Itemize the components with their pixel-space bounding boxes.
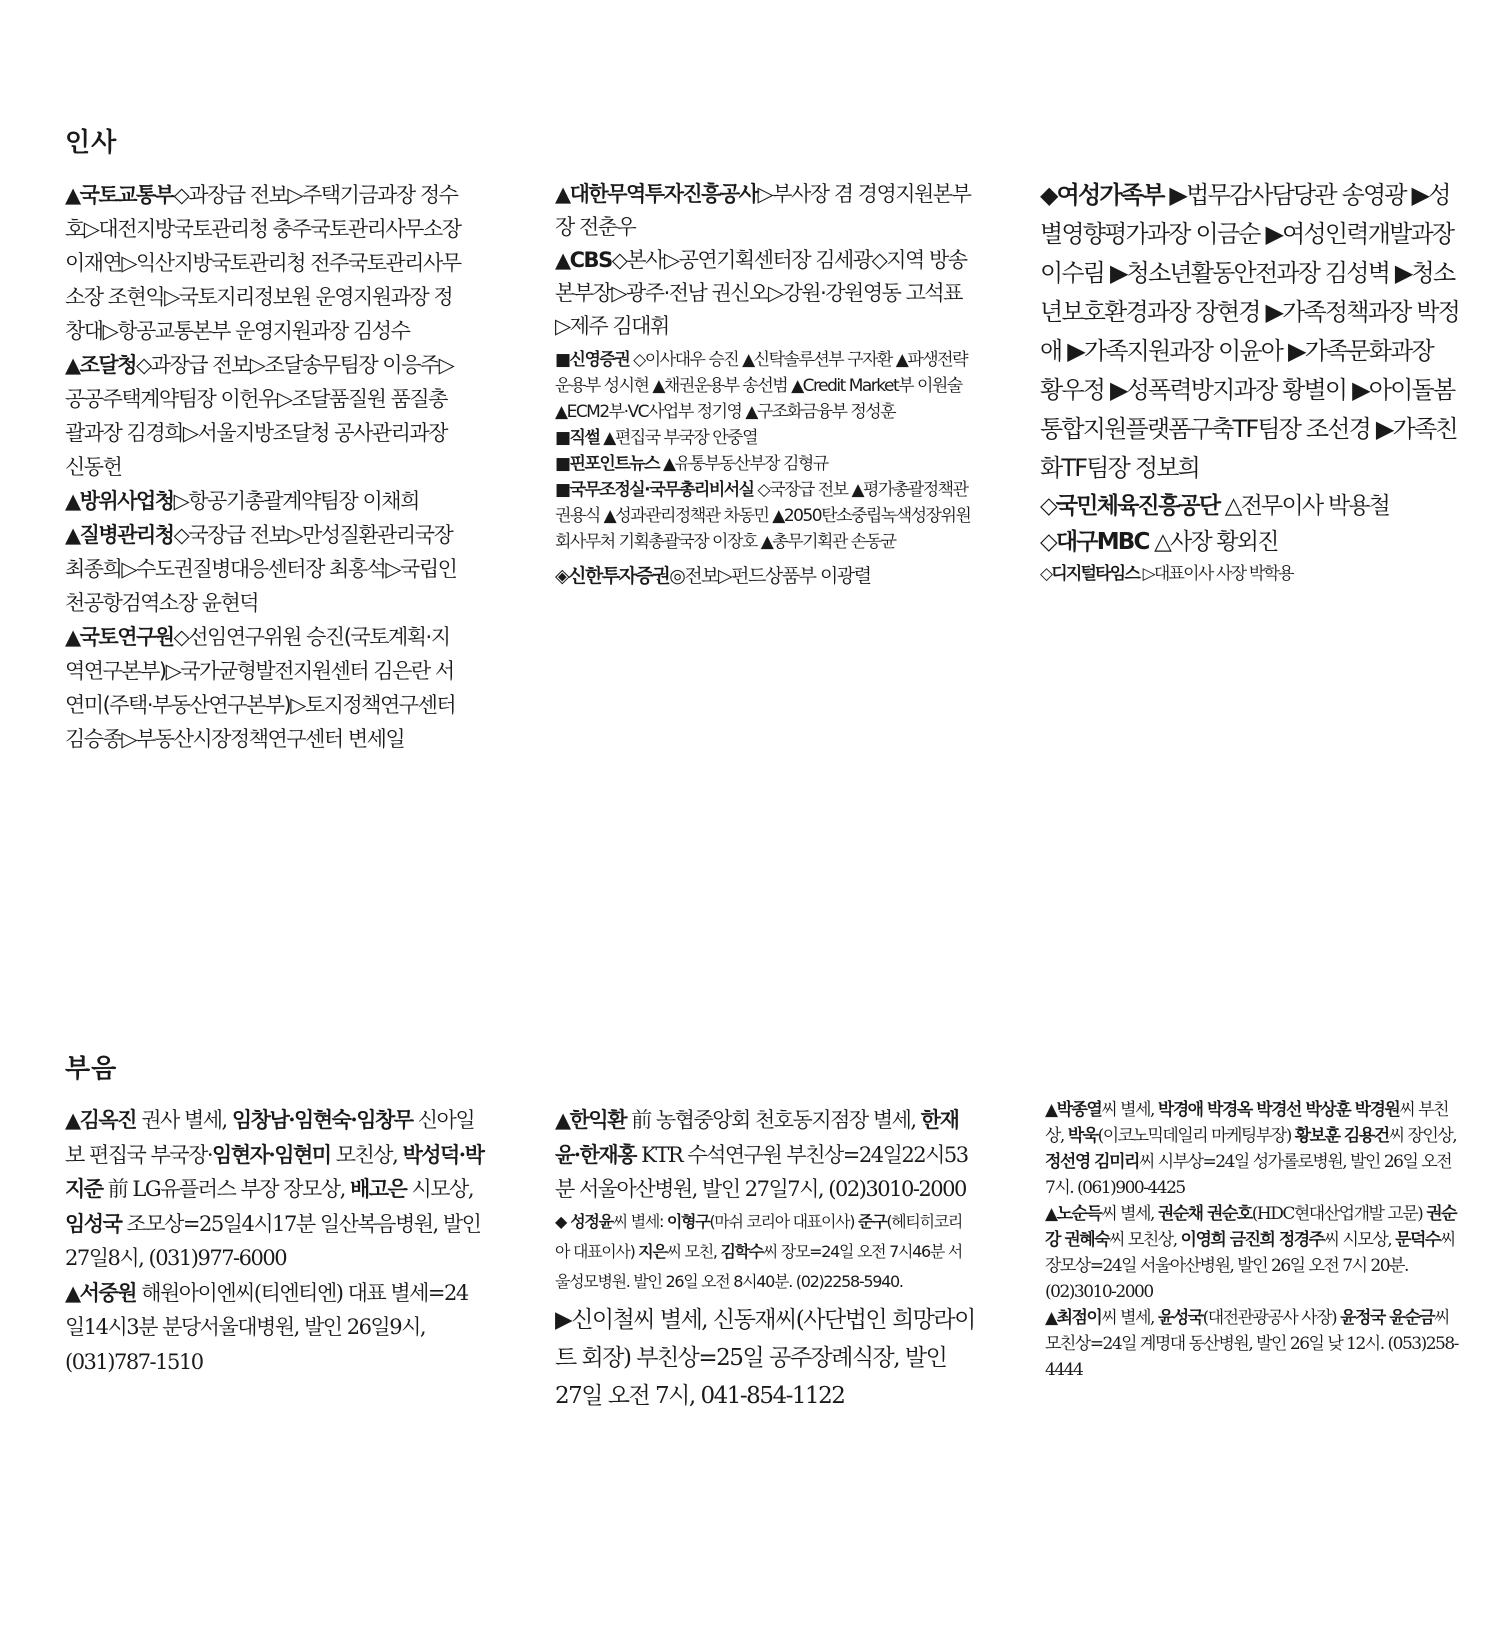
entry-text: 씨 별세:	[612, 1211, 667, 1231]
entry-text: 씨 별세,	[1101, 1204, 1158, 1224]
personnel-entry: ▲조달청◇과장급 전보▷조달송무팀장 이응주▷공공주택계약팀장 이헌우▷조달품질원 품질총괄과장 김경희▷서울지방조달청 공사관리과장 신동헌	[65, 353, 454, 479]
name-bold: ▲김옥진	[65, 1107, 137, 1132]
name-bold: 박성덕·박지준	[65, 1141, 484, 1201]
obituary-entry	[1045, 1097, 1460, 1201]
name-bold: 임성국	[65, 1210, 122, 1236]
name-bold: ▲한익환	[555, 1107, 627, 1132]
name-bold: 정선영 김미리	[1045, 1152, 1139, 1172]
personnel-entry: ◇대구MBC △사장 황외진	[1040, 529, 1278, 555]
entry-text: 씨 별세,	[1101, 1100, 1158, 1120]
entry-text: 前 LG유플러스 부장 장모상,	[102, 1177, 350, 1201]
obituary-column-1	[65, 1103, 485, 1379]
name-bold: 배고은	[349, 1176, 407, 1201]
personnel-entry: ▲질병관리청◇국장급 전보▷만성질환관리국장 최종희▷수도권질병대응센터장 최홍석▷국립인천공항검역소장 윤현덕	[65, 523, 457, 615]
entry-text: (HDC현대산업개발 고문)	[1251, 1204, 1427, 1224]
entry-text: 신아일보 편집국 부국장·	[65, 1108, 475, 1167]
entry-text: 권사 별세,	[136, 1108, 232, 1132]
name-bold: 이영희 금진희 정경주	[1180, 1230, 1324, 1250]
name-bold: 박경애 박경옥 박경선 박상훈 박경원	[1157, 1100, 1400, 1120]
personnel-entry: ■핀포인트뉴스 ▲유통부동산부장 김형규	[555, 454, 828, 474]
name-bold: 권순강 권혜숙	[1045, 1204, 1457, 1250]
personnel-entry: ◆여성가족부 ▶법무감사담당관 송영광 ▶성별영향평가과장 이금순 ▶여성인력개발과장 이수림 ▶청소년활동안전과장 김성벽 ▶청소년보호환경과장 장현경 ▶가족정책과장 박정애 ▶가족지원과장 이윤아 ▶가족문화과장 황우정 ▶성폭력방지과장 황별이 ▶아이돌봄통합지원플랫폼구축TF팀장 조선경 ▶가족친화TF팀장 정보희	[1040, 181, 1460, 482]
entry-text: ▶신이철씨 별세, 신동재씨(사단법인 희망라이트 회장) 부친상=25일 공주장례식장, 발인 27일 오전 7시, 041-854-1122	[555, 1306, 975, 1409]
entry-text: (이코노믹데일리 마케팅부장)	[1097, 1126, 1295, 1146]
name-bold: 임창남·임현숙·임창무	[231, 1107, 413, 1132]
personnel-column-3	[1040, 176, 1460, 588]
personnel-entry: ▲CBS◇본사▷공연기획센터장 김세광◇지역 방송본부장▷광주·전남 권신오▷강원·강원영동 고석표▷제주 김대휘	[555, 248, 967, 338]
name-bold: 윤성국	[1157, 1308, 1203, 1328]
name-bold: 한재윤·한재홍	[555, 1107, 959, 1167]
obituary-section-title: 부음	[65, 1054, 118, 1084]
personnel-entry: ▲국토연구원◇선임연구위원 승진(국토계획·지역연구본부)▷국가균형발전지원센터 김은란 서연미(주택·부동산연구본부)▷토지정책연구센터 김승종▷부동산시장정책연구센터 변세일	[65, 625, 456, 751]
entry-text: 시모상,	[406, 1177, 474, 1201]
name-bold: ◆ 성정윤	[555, 1211, 613, 1231]
name-bold: ▲노순득	[1045, 1204, 1102, 1224]
entry-text: KTR 수석연구원 부친상=24일22시53분 서울아산병원, 발인 27일7시, (02)3010-2000	[555, 1142, 968, 1201]
personnel-entry: ■신영증권 ◇이사대우 승진 ▲신탁솔루션부 구자환 ▲파생전략운용부 성시현 ▲채권운용부 송선범 ▲Credit Market부 이원술 ▲ECM2부·VC사업부 정기영 ▲구조화금융부 정성훈	[555, 350, 968, 422]
personnel-entry: ◇디지털타임스 ▷대표이사 사장 박학용	[1040, 564, 1293, 584]
obituary-column-2	[555, 1103, 975, 1415]
personnel-entry: ■직썰 ▲편집국 부국장 안중열	[555, 428, 757, 448]
entry-text: (마쉬 코리아 대표이사)	[709, 1211, 859, 1231]
obituary-entry	[555, 1103, 975, 1207]
entry-text: 前 농협중앙회 천호동지점장 별세,	[626, 1108, 921, 1132]
personnel-entry: ▲대한무역투자진흥공사▷부사장 겸 경영지원본부장 전춘우	[555, 182, 971, 239]
name-bold: 임현자·임현미	[212, 1141, 331, 1167]
entry-text: 씨 장모=24일 오전 7시46분 서울성모병원. 발인 26일 오전 8시40분. (02)2258-5940.	[555, 1241, 962, 1291]
obituary-entry	[65, 1103, 485, 1276]
entry-text: 씨 모친,	[666, 1241, 721, 1261]
personnel-entry: ◈신한투자증권◎전보▷펀드상품부 이광렬	[555, 565, 871, 587]
name-bold: ▲최점이	[1045, 1308, 1102, 1328]
entry-text: 모친상,	[330, 1142, 403, 1167]
personnel-entry: ◇국민체육진흥공단 △전무이사 박용철	[1040, 493, 1390, 519]
entry-text: (헤티히코리아 대표이사)	[555, 1211, 963, 1261]
obituary-entry	[555, 1301, 975, 1415]
entry-text: 씨 부친상,	[1045, 1100, 1449, 1146]
personnel-section-title: 인사	[65, 128, 118, 158]
name-bold: 문덕수	[1395, 1230, 1440, 1250]
name-bold: 이형구	[666, 1211, 710, 1231]
name-bold: 준구	[858, 1211, 887, 1231]
obituary-entry	[65, 1276, 485, 1380]
obituary-entry	[555, 1207, 975, 1297]
entry-text: (대전관광공사 사장)	[1202, 1308, 1341, 1328]
personnel-entry: ■국무조정실·국무총리비서실 ◇국장급 전보 ▲평가총괄정책관 권용식 ▲성과관리정책관 차동민 ▲2050탄소중립녹색성장위원회사무처 기획총괄국장 이장호 ▲총무기획관 손동균	[555, 480, 971, 552]
name-bold: 황보훈 김용건	[1294, 1126, 1389, 1146]
entry-text: 씨 장모상=24일 서울아산병원, 발인 26일 오전 7시 20분. (02)3010-2000	[1045, 1230, 1455, 1302]
entry-text: 씨 시부상=24일 성가롤로병원, 발인 26일 오전 7시. (061)900-4425	[1045, 1152, 1452, 1198]
entry-text: 씨 모친상,	[1109, 1230, 1181, 1250]
name-bold: ▲박종열	[1045, 1100, 1102, 1120]
name-bold: 권순채 권순호	[1157, 1204, 1252, 1224]
personnel-column-1	[65, 178, 465, 756]
entry-text: 씨 장인상,	[1388, 1126, 1457, 1146]
entry-text: 조모상=25일4시17분 일산복음병원, 발인 27일8시, (031)977-6000	[65, 1211, 481, 1270]
obituary-entry	[1045, 1305, 1460, 1383]
personnel-entry: ▲방위사업청▷항공기총괄계약팀장 이채희	[65, 489, 419, 513]
name-bold: 김학수	[720, 1241, 763, 1261]
entry-text: 씨 별세,	[1101, 1308, 1158, 1328]
entry-text: 씨 시모상,	[1323, 1230, 1396, 1250]
name-bold: 윤정국 윤순금	[1340, 1308, 1435, 1328]
name-bold: ▲서중원	[65, 1279, 137, 1305]
entry-text: 씨 모친상=24일 계명대 동산병원, 발인 26일 낮 12시. (053)258-4444	[1045, 1308, 1458, 1380]
personnel-entry: ▲국토교통부◇과장급 전보▷주택기금과장 정수호▷대전지방국토관리청 충주국토관리사무소장 이재연▷익산지방국토관리청 전주국토관리사무소장 조현익▷국토지리정보원 운영지원과장 정창대▷항공교통본부 운영지원과장 김성수	[65, 183, 461, 343]
name-bold: 지은	[638, 1241, 667, 1261]
obituary-column-3	[1045, 1097, 1460, 1383]
name-bold: 박욱	[1067, 1126, 1098, 1146]
entry-text: 해원아이엔씨(티엔티엔) 대표 별세=24일14시3분 분당서울대병원, 발인 26일9시, (031)787-1510	[65, 1280, 468, 1374]
personnel-column-2	[555, 178, 975, 591]
obituary-entry	[1045, 1201, 1460, 1305]
